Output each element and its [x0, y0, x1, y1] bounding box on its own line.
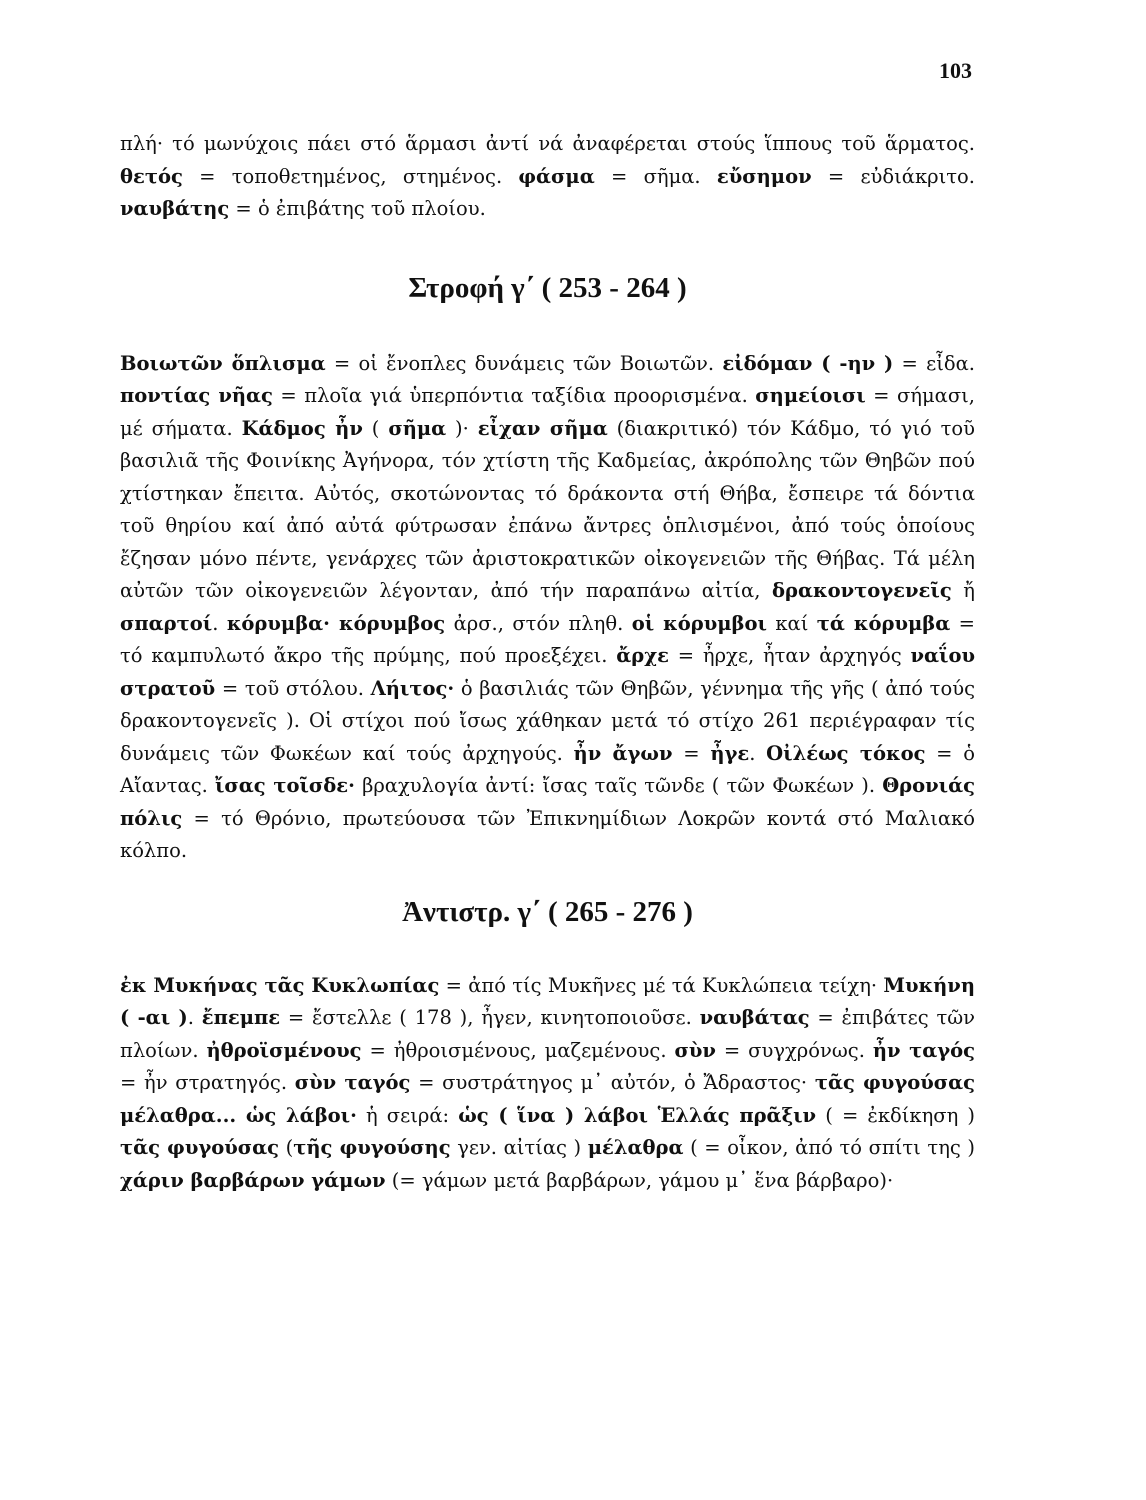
lemma-term: ἦν ταγός: [872, 1038, 975, 1062]
gloss-text: = σήμασι, μέ σήματα.: [120, 384, 975, 440]
gloss-text: =: [672, 741, 711, 765]
lemma-term: ἠθροϊσμένους: [206, 1038, 362, 1062]
gloss-text: = ἔστελλε ( 178 ), ἦγεν, κινητοποιοῦσε.: [280, 1006, 700, 1029]
lemma-term: θετός: [120, 164, 183, 188]
gloss-text: γεν. αἰτίας ): [450, 1136, 588, 1159]
gloss-text: = ὁ ἐπιβάτης τοῦ πλοίου.: [229, 197, 486, 220]
lemma-term: οἱ κόρυμβοι: [631, 611, 767, 635]
gloss-text: = συστράτηγος μ᾿ αὐτόν, ὁ Ἄδραστος·: [410, 1071, 815, 1094]
gloss-text: = τοῦ στόλου.: [215, 676, 371, 700]
gloss-text: = συγχρόνως.: [715, 1038, 873, 1062]
gloss-text: βραχυλογία ἀντί: ἴσας ταῖς τῶνδε ( τῶν Φωκέων ).: [354, 774, 883, 797]
gloss-text: ( = οἶκον, ἀπό τό σπίτι της ): [683, 1136, 975, 1159]
gloss-text: = τό Θρόνιο, πρωτεύουσα τῶν Ἐπικνημίδιων Λοκρῶν κοντά στό Μαλιακό κόλπο.: [120, 806, 975, 862]
lemma-term: δρακοντογενεῖς: [772, 579, 952, 602]
lemma-term: Βοιωτῶν ὅπλισμα: [120, 351, 326, 375]
gloss-text: = ἦν στρατηγός.: [120, 1071, 295, 1094]
lemma-term: Θρονιάς πόλις: [120, 774, 975, 830]
gloss-text: = πλοῖα γιά ὑπερπόντια ταξίδια προορισμένα.: [272, 384, 756, 407]
intro-paragraph: [120, 128, 975, 226]
lemma-term: κόρυμβα· κόρυμβος: [226, 611, 446, 635]
lemma-term: μέλαθρα: [587, 1136, 684, 1159]
lemma-term: σπαρτοί: [120, 611, 213, 635]
lemma-term: ἦν ἄγων: [573, 741, 673, 765]
intro-block: [120, 128, 975, 226]
lemma-term: φάσμα: [518, 164, 595, 188]
gloss-text: καί: [766, 611, 817, 635]
lemma-term: τᾶς φυγούσας: [120, 1136, 280, 1159]
gloss-text: = ἐπιβάτες τῶν πλοίων.: [120, 1006, 975, 1062]
gloss-text: = εἶδα.: [893, 351, 975, 375]
lemma-term: ναυβάτης: [120, 197, 230, 220]
gloss-text: ( = ἐκδίκηση ): [816, 1103, 976, 1127]
lemma-term: ποντίας νῆας: [120, 384, 273, 407]
text-column: [120, 128, 975, 1197]
gloss-text: (διακριτικό) τόν Κάδμο, τό γιό τοῦ βασιλιᾶ τῆς Φοινίκης Ἀγήνορα, τόν χτίστη τῆς Καδμείας, ἀκρόπολης τῶν Θηβῶν πού χτίστηκαν ἔπειτα. Αὐτός, σκοτώνοντας τό δράκοντα στή Θήβα, ἔσπειρε τά δόντια τοῦ θηρίου καί ἀπό αὐτά φύτρωσαν ἐπάνω ἄντρες ὁπλισμένοι, ἀπό τούς ὁποίους ἔζησαν μόνο πέντε, γενάρχες τῶν ἀριστοκρατικῶν οἰκογενειῶν τῆς Θήβας. Τά μέλη αὐτῶν τῶν οἰκογενειῶν λέγονταν, ἀπό τήν παραπάνω αἰτία,: [120, 416, 976, 602]
lemma-term: σῆμα: [388, 416, 447, 440]
strophe-paragraph: [120, 348, 975, 868]
lemma-term: Μυκήνη ( -αι ): [120, 973, 976, 1029]
lemma-term: ἐκ Μυκήνας τᾶς Κυκλωπίας: [120, 973, 440, 997]
gloss-text: = τοποθετημένος, στημένος.: [182, 164, 519, 188]
lemma-term: ἔπεμπε: [201, 1006, 281, 1029]
gloss-text: = ὁ Αἴαντας.: [120, 741, 975, 797]
lemma-term: Κάδμος ἦν: [241, 416, 363, 440]
lemma-term: ἄρχε: [616, 644, 669, 667]
lemma-term: Οἰλέως τόκος: [766, 741, 926, 765]
lemma-term: ναυβάτας: [699, 1006, 810, 1029]
lemma-term: σὺν: [674, 1038, 716, 1062]
gloss-text: ἤ: [951, 579, 975, 602]
antistrophe-heading: Ἀντιστρ. γ΄ ( 265 - 276 ): [402, 895, 693, 928]
gloss-text: .: [187, 1006, 202, 1029]
gloss-text: = ἦρχε, ἦταν ἀρχηγός: [668, 644, 911, 667]
gloss-text: = εὐδιάκριτο.: [811, 164, 975, 188]
lemma-term: τῆς φυγούσης: [293, 1136, 451, 1159]
antistrophe-paragraph: [120, 970, 975, 1198]
lemma-term: τᾶς φυγούσας μέλαθρα... ὡς λάβοι·: [120, 1071, 975, 1127]
lemma-term: ἴσας τοῖσδε·: [214, 774, 355, 797]
strophe-block: [120, 348, 975, 868]
strophe-heading: Στροφή γ΄ ( 253 - 264 ): [408, 271, 687, 304]
lemma-term: χάριν βαρβάρων γάμων: [120, 1168, 386, 1192]
page-number: 103: [939, 58, 972, 83]
lemma-term: σὺν ταγός: [294, 1071, 411, 1094]
gloss-text: .: [212, 611, 227, 635]
lemma-term: εἶχαν σῆμα: [477, 416, 608, 440]
antistrophe-block: [120, 970, 975, 1198]
gloss-text: (: [362, 416, 389, 440]
gloss-text: = τό καμπυλωτό ἄκρο τῆς πρύμης, πού προεξέχει.: [120, 611, 976, 667]
lemma-term: ἦγε: [710, 741, 750, 765]
lemma-term: τά κόρυμβα: [816, 611, 951, 635]
gloss-text: ὁ βασιλιάς τῶν Θηβῶν, γέννημα τῆς γῆς ( ἀπό τούς δρακοντογενεῖς ). Οἱ στίχοι πού ἴσως χάθηκαν μετά τό στίχο 261 περιέγραφαν τίς δυνάμεις τῶν Φωκέων καί τούς ἀρχηγούς.: [120, 676, 975, 765]
gloss-text: (: [279, 1136, 294, 1159]
gloss-text: πλή· τό μωνύχοις πάει στό ἅρμασι ἀντί νά ἀναφέρεται στούς ἵππους τοῦ ἅρματος.: [120, 132, 975, 155]
gloss-text: ἀρσ., στόν πληθ.: [445, 611, 632, 635]
gloss-text: ἡ σειρά:: [356, 1103, 459, 1127]
gloss-text: (= γάμων μετά βαρβάρων, γάμου μ᾿ ἕνα βάρβαρο)·: [385, 1168, 894, 1192]
gloss-text: = ἠθροισμένους, μαζεμένους.: [361, 1038, 675, 1062]
lemma-term: εὔσημον: [716, 164, 812, 188]
lemma-term: Λήιτος·: [370, 676, 455, 700]
gloss-text: = οἱ ἔνοπλες δυνάμεις τῶν Βοιωτῶν.: [325, 351, 723, 375]
lemma-term: εἰδόμαν ( -ην ): [722, 351, 894, 375]
lemma-term: ὡς ( ἵνα ) λάβοι Ἑλλάς πρᾶξιν: [458, 1103, 817, 1127]
lemma-term: ναΐου στρατοῦ: [120, 644, 975, 700]
gloss-text: = ἀπό τίς Μυκῆνες μέ τά Κυκλώπεια τείχη·: [439, 973, 884, 997]
gloss-text: = σῆμα.: [594, 164, 717, 188]
gloss-text: )·: [446, 416, 478, 440]
lemma-term: σημείοισι: [755, 384, 866, 407]
gloss-text: .: [749, 741, 767, 765]
